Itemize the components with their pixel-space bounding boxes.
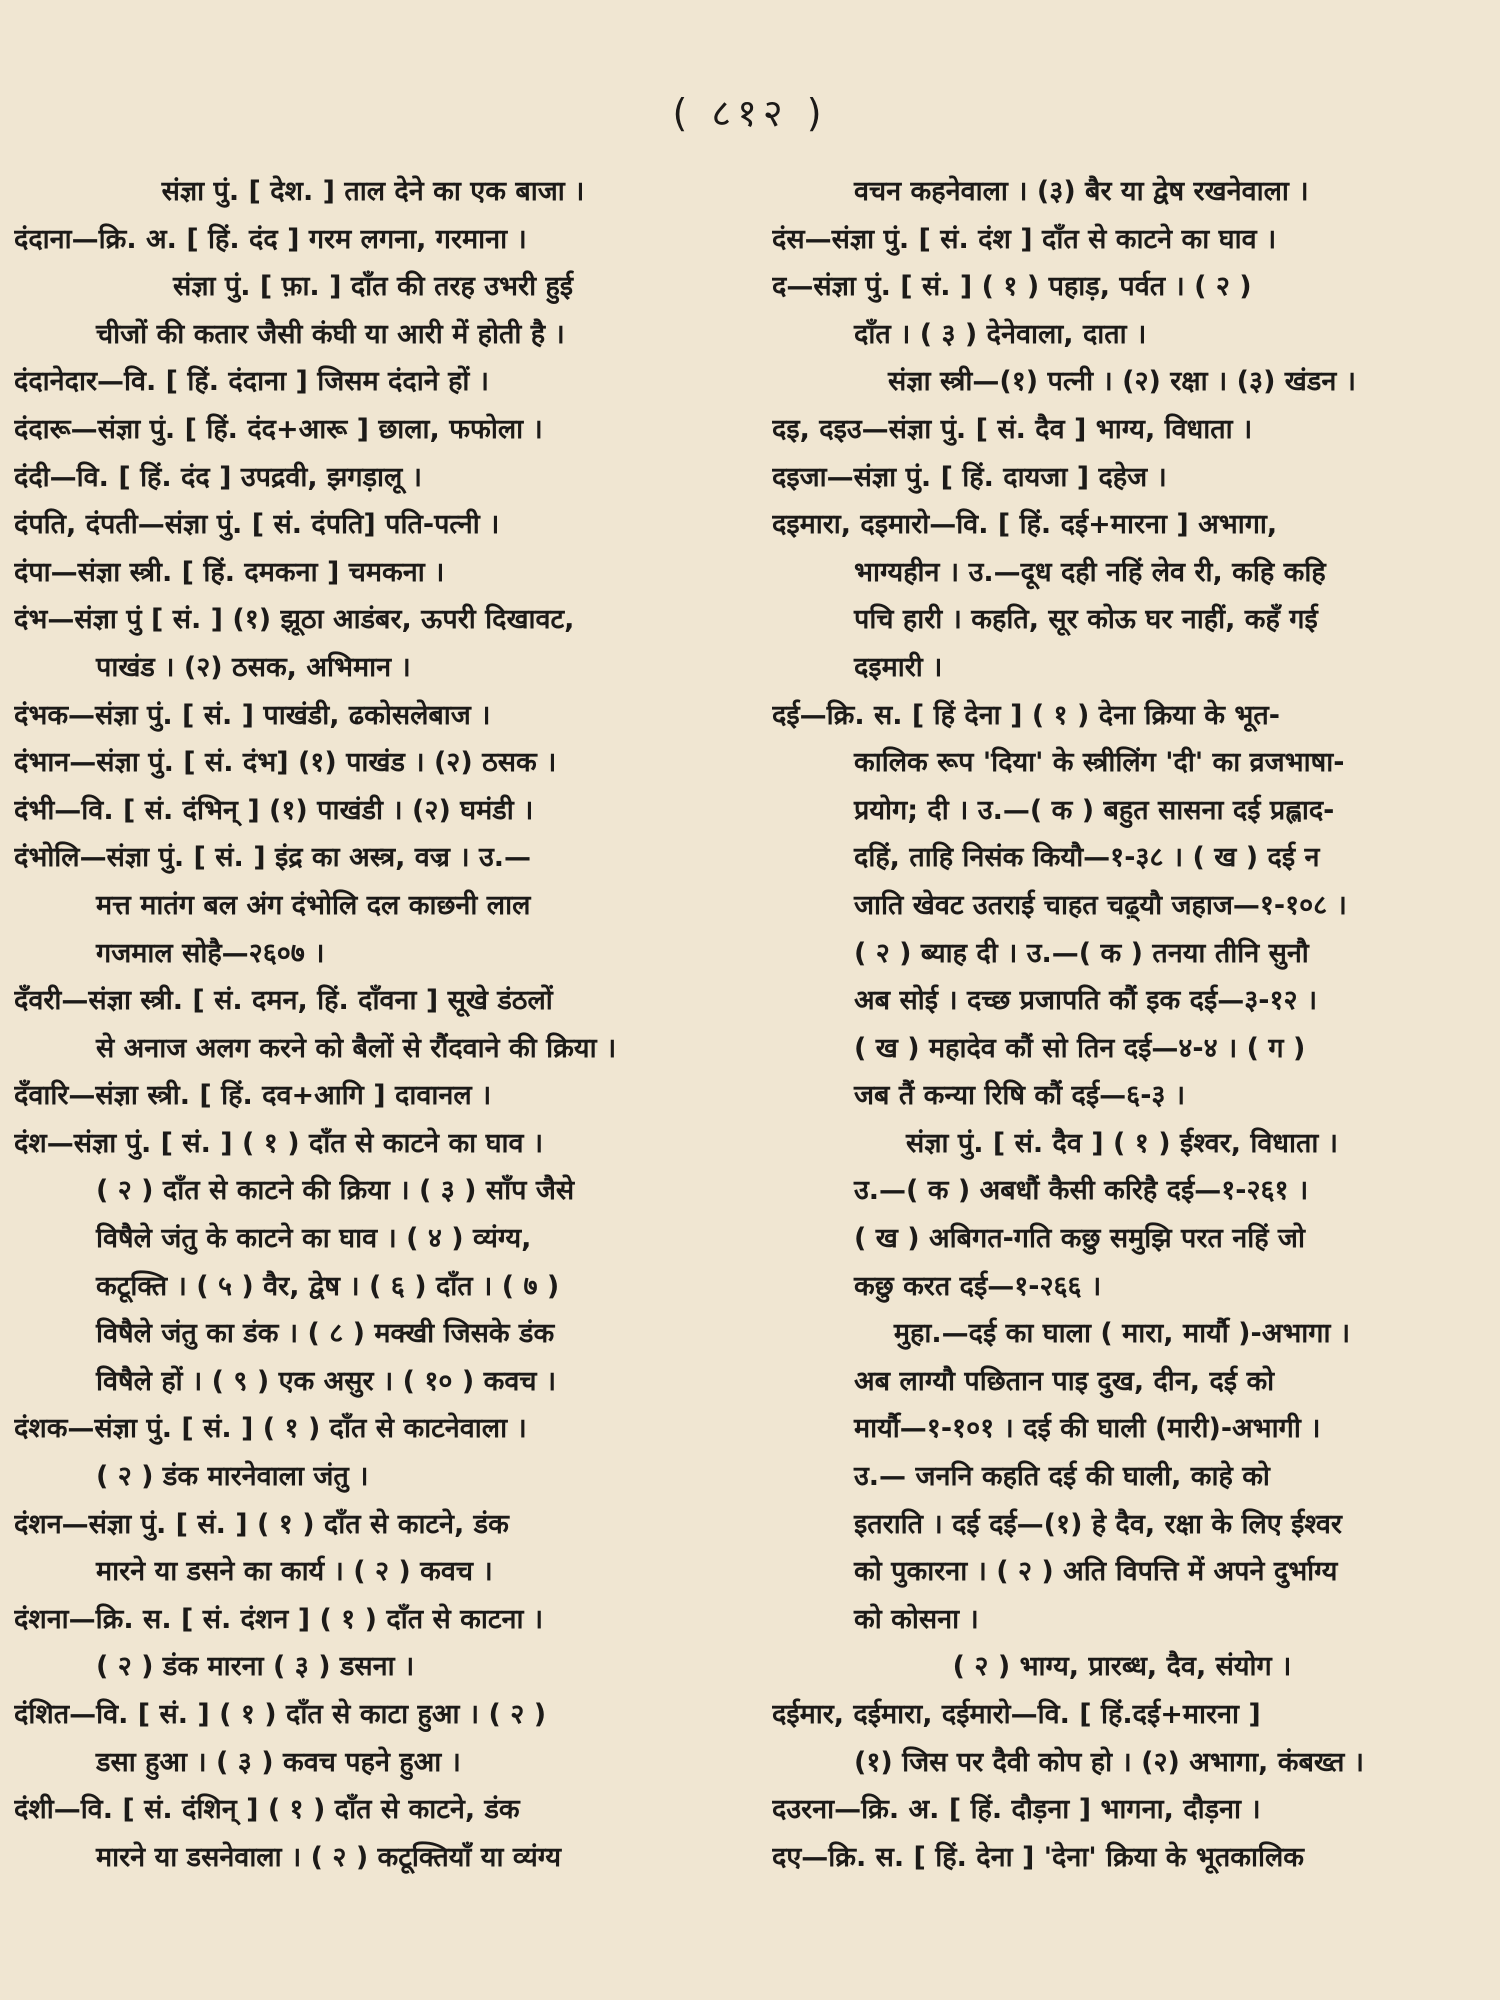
page-number: ( ८१२ )	[672, 91, 828, 135]
dictionary-line: ( २ ) डंक मारनेवाला जंतु ।	[96, 1461, 369, 1493]
left-column	[14, 168, 732, 1881]
dictionary-line: दंभी—वि. [ सं. दंभिन् ] (१) पाखंडी । (२) घमंडी ।	[14, 794, 534, 826]
dictionary-line: दई—क्रि. स. [ हिं देना ] ( १ ) देना क्रिया के भूत-	[772, 699, 1280, 731]
dictionary-line: कछु करत दई—१-२६६ ।	[854, 1270, 1102, 1302]
dictionary-line: डसा हुआ । ( ३ ) कवच पहने हुआ ।	[96, 1746, 461, 1778]
dictionary-line: ( ख ) महादेव कौं सो तिन दई—४-४ । ( ग )	[854, 1032, 1306, 1064]
dictionary-line: दंस—संज्ञा पुं. [ सं. दंश ] दाँत से काटने का घाव ।	[772, 223, 1277, 255]
dictionary-line: मत्त मातंग बल अंग दंभोलि दल काछनी लाल	[96, 889, 531, 921]
dictionary-line: संज्ञा पुं. [ फ़ा. ] दाँत की तरह उभरी हुई	[172, 271, 574, 303]
dictionary-line: संज्ञा पुं. [ देश. ] ताल देने का एक बाजा ।	[161, 176, 585, 207]
dictionary-line: कालिक रूप 'दिया' के स्त्रीलिंग 'दी' का व्रजभाषा-	[854, 747, 1345, 779]
dictionary-line: दइमारा, दइमारो—वि. [ हिं. दई+मारना ] अभागा,	[772, 509, 1278, 541]
dictionary-line: जाति खेवट उतराई चाहत चढ़्यौ जहाज—१-१०८ ।	[854, 889, 1347, 921]
dictionary-line: दंशी—वि. [ सं. दंशिन् ] ( १ ) दाँत से काटने, डंक	[14, 1794, 520, 1826]
dictionary-line: दंपा—संज्ञा स्त्री. [ हिं. दमकना ] चमकना ।	[14, 556, 445, 588]
right-column	[772, 168, 1472, 1881]
dictionary-line: दंशन—संज्ञा पुं. [ सं. ] ( १ ) दाँत से काटने, डंक	[14, 1508, 509, 1540]
dictionary-line: दंशित—वि. [ सं. ] ( १ ) दाँत से काटा हुआ । ( २ )	[14, 1699, 547, 1730]
dictionary-line: दंभोलि—संज्ञा पुं. [ सं. ] इंद्र का अस्त्र, वज्र । उ.—	[14, 842, 532, 874]
dictionary-line: उ.— जननि कहति दई की घाली, काहे को	[854, 1461, 1270, 1493]
dictionary-line: संज्ञा स्त्री—(१) पत्नी । (२) रक्षा । (३) खंडन ।	[888, 366, 1356, 398]
dictionary-line: दहिं, ताहि निसंक कियौ—१-३८ । ( ख ) दई न	[854, 842, 1320, 874]
dictionary-line: दइ, दइउ—संज्ञा पुं. [ सं. दैव ] भाग्य, विधाता ।	[772, 413, 1253, 445]
dictionary-line: मारने या डसने का कार्य । ( २ ) कवच ।	[96, 1556, 493, 1588]
dictionary-line: दाँत । ( ३ ) देनेवाला, दाता ।	[854, 318, 1147, 350]
dictionary-line: विषैले जंतु के काटने का घाव । ( ४ ) व्यंग्य,	[96, 1223, 532, 1255]
dictionary-line: जब तैं कन्या रिषि कौं दई—६-३ ।	[854, 1080, 1186, 1112]
dictionary-line: मार्यौ—१-१०१ । दई की घाली (मारी)-अभागी ।	[854, 1413, 1321, 1445]
dictionary-line: ( ख ) अबिगत-गति कछु समुझि परत नहिं जो	[854, 1223, 1305, 1255]
dictionary-line: दइजा—संज्ञा पुं. [ हिं. दायजा ] दहेज ।	[772, 461, 1167, 493]
dictionary-line: संज्ञा पुं. [ सं. दैव ] ( १ ) ईश्वर, विधाता ।	[905, 1127, 1339, 1159]
dictionary-line: विषैले जंतु का डंक । ( ८ ) मक्खी जिसके डंक	[96, 1318, 555, 1350]
dictionary-line: को कोसना ।	[854, 1603, 979, 1635]
dictionary-line: से अनाज अलग करने को बैलों से रौंदवाने की क्रिया ।	[96, 1032, 617, 1064]
dictionary-line: दंश—संज्ञा पुं. [ सं. ] ( १ ) दाँत से काटने का घाव ।	[14, 1127, 544, 1159]
dictionary-line: पाखंड । (२) ठसक, अभिमान ।	[96, 651, 411, 683]
dictionary-line: ( २ ) भाग्य, प्रारब्ध, दैव, संयोग ।	[952, 1651, 1292, 1683]
dictionary-line: दँवारि—संज्ञा स्त्री. [ हिं. दव+आगि ] दावानल ।	[14, 1080, 492, 1112]
dictionary-line: दंभक—संज्ञा पुं. [ सं. ] पाखंडी, ढकोसलेबाज ।	[14, 699, 491, 731]
dictionary-line: ( २ ) डंक मारना ( ३ ) डसना ।	[96, 1651, 415, 1683]
dictionary-line: दईमार, दईमारा, दईमारो—वि. [ हिं.दई+मारना ]	[772, 1699, 1261, 1730]
dictionary-line: दंदारू—संज्ञा पुं. [ हिं. दंद+आरू ] छाला, फफोला ।	[14, 413, 543, 445]
dictionary-line: भाग्यहीन । उ.—दूध दही नहिं लेव री, कहि कहि	[854, 556, 1326, 588]
dictionary-line: प्रयोग; दी । उ.—( क ) बहुत सासना दई प्रह्लाद-	[854, 794, 1335, 826]
dictionary-line: अब सोई । दच्छ प्रजापति कौं इक दई—३-१२ ।	[854, 985, 1318, 1017]
dictionary-line: चीजों की कतार जैसी कंघी या आरी में होती है ।	[96, 318, 565, 350]
dictionary-line: दंदी—वि. [ हिं. दंद ] उपद्रवी, झगड़ालू ।	[14, 461, 422, 493]
dictionary-line: विषैले हों । ( ९ ) एक असुर । ( १० ) कवच ।	[96, 1365, 557, 1397]
dictionary-line: ( २ ) दाँत से काटने की क्रिया । ( ३ ) साँप जैसे	[96, 1175, 575, 1207]
dictionary-line: दंशना—क्रि. स. [ सं. दंशन ] ( १ ) दाँत से काटना ।	[14, 1603, 544, 1635]
dictionary-line: कटूक्ति । ( ५ ) वैर, द्वेष । ( ६ ) दाँत । ( ७ )	[96, 1270, 560, 1302]
dictionary-line: ( २ ) ब्याह दी । उ.—( क ) तनया तीनि सुनौ	[854, 937, 1309, 969]
dictionary-line: दंशक—संज्ञा पुं. [ सं. ] ( १ ) दाँत से काटनेवाला ।	[14, 1413, 527, 1445]
dictionary-line: दंपति, दंपती—संज्ञा पुं. [ सं. दंपति] पति-पत्नी ।	[14, 509, 500, 541]
dictionary-line: दंदानेदार—वि. [ हिं. दंदाना ] जिसम दंदाने हों ।	[14, 366, 490, 398]
dictionary-line: दउरना—क्रि. अ. [ हिं. दौड़ना ] भागना, दौड़ना ।	[772, 1794, 1261, 1826]
dictionary-line: अब लाग्यौ पछितान पाइ दुख, दीन, दई को	[854, 1365, 1275, 1397]
dictionary-line: उ.—( क ) अबधौं कैसी करिहै दई—१-२६१ ।	[854, 1175, 1309, 1207]
dictionary-line: वचन कहनेवाला । (३) बैर या द्वेष रखनेवाला ।	[854, 176, 1309, 207]
dictionary-line: दए—क्रि. स. [ हिं. देना ] 'देना' क्रिया के भूतकालिक	[772, 1841, 1305, 1873]
dictionary-line: को पुकारना । ( २ ) अति विपत्ति में अपने दुर्भाग्य	[854, 1556, 1338, 1588]
dictionary-line: पचि हारी । कहति, सूर कोऊ घर नाहीं, कहँ गई	[854, 604, 1318, 636]
dictionary-line: गजमाल सोहै—२६०७ ।	[96, 937, 325, 969]
dictionary-line: (१) जिस पर दैवी कोप हो । (२) अभागा, कंबख्त ।	[854, 1746, 1364, 1778]
dictionary-line: दंभान—संज्ञा पुं. [ सं. दंभ] (१) पाखंड । (२) ठसक ।	[14, 747, 557, 779]
dictionary-line: मुहा.—दई का घाला ( मारा, मार्यौ )-अभागा ।	[893, 1318, 1351, 1350]
dictionary-line: दइमारी ।	[854, 651, 943, 683]
dictionary-line: दँवरी—संज्ञा स्त्री. [ सं. दमन, हिं. दाँवना ] सूखे डंठलों	[14, 985, 553, 1017]
dictionary-line: इतराति । दई दई—(१) हे दैव, रक्षा के लिए ईश्वर	[854, 1508, 1342, 1540]
dictionary-line: मारने या डसनेवाला । ( २ ) कटूक्तियाँ या व्यंग्य	[96, 1841, 562, 1873]
dictionary-line: दंदाना—क्रि. अ. [ हिं. दंद ] गरम लगना, गरमाना ।	[14, 223, 527, 255]
dictionary-line: द—संज्ञा पुं. [ सं. ] ( १ ) पहाड़, पर्वत । ( २ )	[772, 271, 1252, 303]
dictionary-line: दंभ—संज्ञा पुं [ सं. ] (१) झूठा आडंबर, ऊपरी दिखावट,	[14, 604, 575, 636]
